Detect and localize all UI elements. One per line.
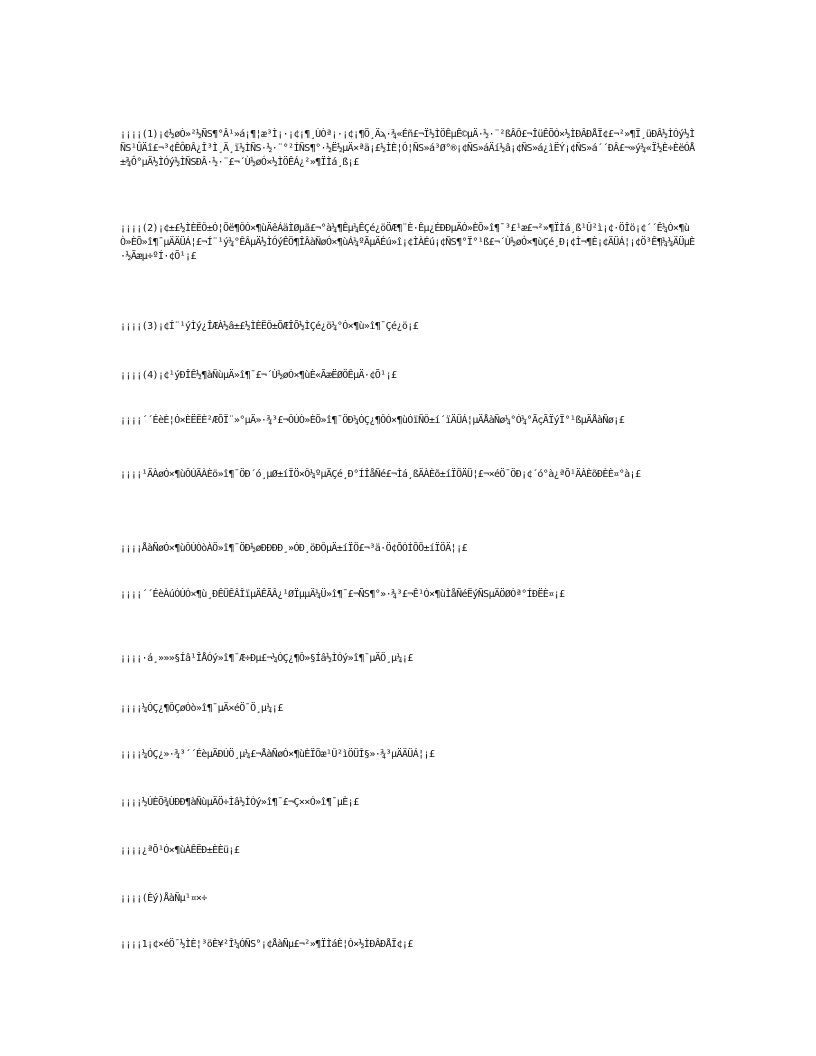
paragraph-4: ¡¡¡¡(4)¡¢¹ýÐÎÊ½¶àÑùµÄ»î¶¯£¬´Ù½øÓ×¶ùÈ«ÃæËØÖÊµÄ·¢Õ¹¡£	[120, 370, 397, 381]
paragraph-13: ¡¡¡¡¿ªÕ¹Ó×¶ùÀÊËÐ±ÈÈü¡£	[120, 845, 240, 856]
paragraph-1: ¡¡¡¡(1)¡¢½øÒ»²½ÑS¶°Â¹»á¡¶¦æ³Ì¡·¡¢¡¶¸ÙÒª¡·¡¢¡¶Ö¸Äϡ·¾«Éñ£¬Ï½ÌÖÊµÊ©µÄ·½·¨²ßÂÔ£¬ÎüÊÕÓ×½ÌÐÂÐÅÏ¢£¬²»¶Ï¸üÐÂ½ÌÓý½ÌÑS¹ÛÄî£¬³¢ÊÔÐÂ¿Î³Ì¸Ä¸ï½ÌÑS·½·¨°²ÍÑS¶°·½Ë½µÄ×ªä¡£½ÌÈ¦Ó¦ÑS»á³Ø°®¡¢ÑS»áÄí½â¡¢ÑS»á¿ìËÝ¡¢ÑS»á´´ÐÂ£¬»ý¼«Ï½È÷ÈëÓÅ±¾Ô°µÄ½ÌÓý½ÌÑSÐÂ·½·¨£¬´Ù½øÓ×½ÌÖÊÁ¿²»¶ÏÌá¸ß¡£	[120, 129, 695, 168]
paragraph-7: ¡¡¡¡ÅàÑøÓ×¶ùÔÚÒòÀÖ»î¶¯ÖÐ½øÐÐÐÐ¸»ÓÐ¸öÐÔµÄ±íÏÖ£¬³ä·Ö¢ÕÓÍÕÕ±íÏÖÄ¦¡£	[120, 543, 467, 554]
paragraph-12: ¡¡¡¡½ÚÈÕ¾ÙÐÐ¶àÑùµÄÖ÷Ìâ½ÌÓý»î¶¯£¬Ç××Ó»î¶¯µÈ¡£	[120, 797, 359, 808]
paragraph-10: ¡¡¡¡¼ÓÇ¿¶ÔÇøÓò»î¶¯µÄ×éÖ¯Ö¸µ¼¡£	[120, 703, 283, 714]
paragraph-8: ¡¡¡¡´´ÉèÀúÓÚÓ×¶ù¸ÐÊÜÊÂÎïµÄÊÃÂ¿¹ØÏµµÄ¼Ü»î¶¯£¬ÑS¶°»·¾³£¬Ê¹Ó×¶ùÌåÑéËýÑSµÄÖØÒª°ÍÐËÈ¤¡£	[120, 589, 565, 600]
paragraph-5: ¡¡¡¡´´ÉèÈ¦Ó×ÈËËÈ²ÆÕÏ¨»°µÄ»·¾³£¬ÔÚÒ»ÈÕ»î¶¯ÖÐ¼ÓÇ¿¶ÔÓ×¶ùÓïÑÔ±í´ïÄÜÁ¦µÄÅàÑø¼°Ó¼°ÃçÃÏýÏ°¹ßµÄÅàÑø¡£	[120, 415, 625, 426]
paragraph-11: ¡¡¡¡¼ÓÇ¿»·¾³´´ÉèµÄÐÚÖ¸µ¼£¬ÅàÑøÓ×¶ùÈÏÕæ¹Û²ìÖÜÎ§»·¾³µÄÄÜÁ¦¡£	[120, 749, 435, 760]
paragraph-14: ¡¡¡¡1¡¢×éÖ¯½ÌÈ¦³öÈ¥²Î¼ÓÑS°¡¢ÅàÑµ£¬²»¶ÏÌáÈ¦Ó×½ÌÐÂÐÅÏ¢¡£	[120, 939, 413, 950]
paragraph-2: ¡¡¡¡(2)¡¢±£½ÌÈËÔ±Ó¦Õë¶ÔÓ×¶ùÄêÁäÌØµã£¬°à¼¶Êµ¼ÊÇé¿öÖÆ¶¨È·Êµ¿ÉÐÐµÄÒ»ÈÕ»î¶¯³£¹æ£¬²»¶ÏÌá¸ß¹Û²ì¡¢·ÖÎö¡¢´´Ê¼Ó×¶ùÒ»ÈÕ»î¶¯µÄÄÜÁ¦£¬Í¨¹ý¼°ÊÂµÄ½ÌÓýÊÖ¶ÎÂàÑøÓ×¶ùÁ¼ºÃµÄÉú»î¡¢ÌÀÉú¡¢ÑS¶°Ï°¹ß£¬´Ù½øÓ×¶ùÇé¸Ð¡¢Ì¬¶È¡¢ÄÜÁ¦¡¢Ö³Ê¶¼¼ÄÜµÈ·½Ãæµ÷ºÍ·¢Õ¹¡£	[120, 223, 695, 262]
paragraph-3: ¡¡¡¡(3)¡¢Í¨¹ýÌý¿ÎÆÀ½â±£½ÌÈËÔ±ÕÆÎÕ½ÌÇé¿ö¼°Ó×¶ù»î¶¯Çé¿ö¡£	[120, 321, 419, 332]
paragraph-9: ¡¡¡¡·á¸»»»§Íâ¹ÎÅÓý»î¶¯Æ÷Ðµ£¬¼ÓÇ¿¶Ô»§Íâ½ÌÓý»î¶¯µÄÖ¸µ¼¡£	[120, 653, 413, 664]
paragraph-6: ¡¡¡¡¹ÄÀøÓ×¶ùÔÚÄÀÈö»î¶¯ÖÐ´ó¸µØ±íÏÖ×Ô¼ºµÄÇé¸Ð°ÍÎåÑé£¬Ìá¸ßÄÀÈõ±íÏÖÄÜ¦£¬×éÖ¯ÖÐ¡¢´ó°à¿ªÕ¹ÄÀÈõÐÈÈ¤°à¡£	[120, 469, 641, 480]
section-heading: ¡¡¡¡(Èý)ÅàÑµ¹¤×÷	[120, 893, 207, 904]
